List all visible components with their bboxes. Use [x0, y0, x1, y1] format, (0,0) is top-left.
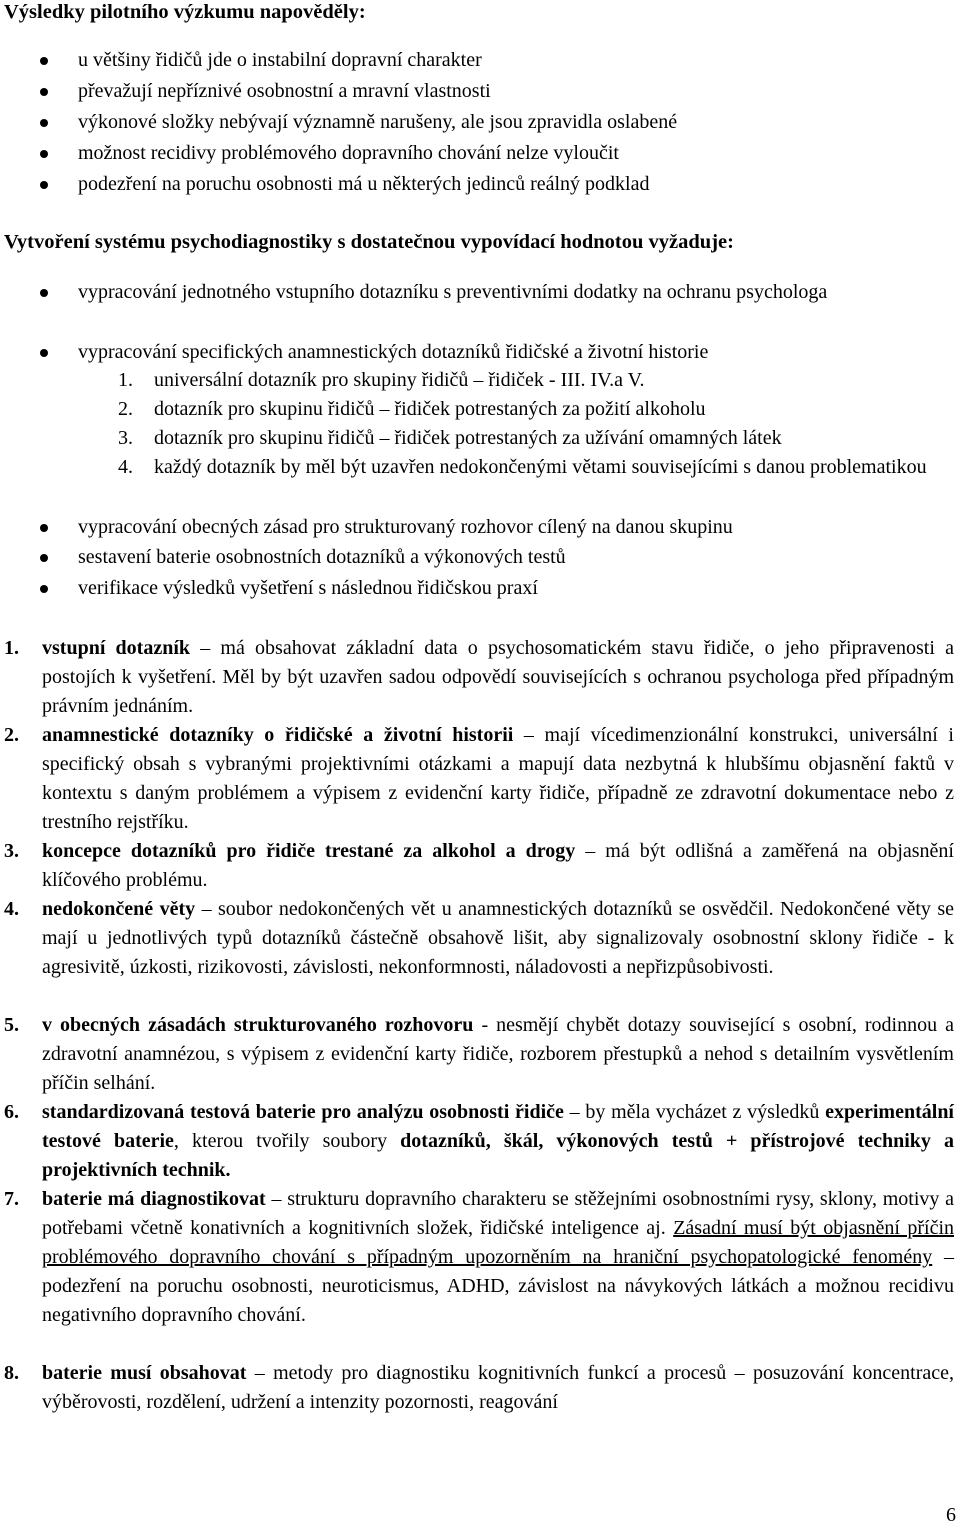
numbered-item: 8. baterie musí obsahovat – metody pro diagnostiku kognitivních funkcí a procesů – posuzování koncentrace, výběrovosti, rozdělení, udržení a intenzity pozornosti, reagování	[4, 1362, 954, 1413]
numbered-item: 7. baterie má diagnostikovat – strukturu dopravního charakteru se stěžejními osobnostními rysy, sklony, motivy a potřebami včetně konativních a kognitivních složek, řidičské inteligence aj. Zásadní musí být objasnění příčin problémového dopravního chování s případným upozorněním na hraniční psychopatologické fenomény – podezření na poruchu osobnosti, neuroticismus, ADHD, závislost na návykových látkách a možnou recidivu negativního dopravního chování.	[4, 1188, 955, 1326]
bullet-icon	[40, 554, 48, 562]
numbered-item: 2. anamnestické dotazníky o řidičské a životní historii – mají vícedimenzionální konstrukci, universální i specifický obsah s vybranými projektivními otázkami a mapují data nezbytná k hlubšímu objasnění faktů v kontextu s daným problémem a výpisem z evidenční karty řidiče, případně ze zdravotní dokumentace nebo z trestního rejstříku.	[4, 724, 954, 833]
term: v obecných zásadách strukturovaného rozhovoru	[42, 1014, 474, 1036]
heading-requirements: Vytvoření systému psychodiagnostiky s dostatečnou vypovídací hodnotou vyžaduje:	[4, 231, 734, 253]
bullet-icon	[40, 585, 48, 593]
sublist-item: 2. dotazník pro skupinu řidičů – řidiček potrestaných za požití alkoholu	[118, 398, 706, 420]
term: dotazníků, škál, výkonových testů + přístrojové techniky a projektivních technik.	[42, 1130, 955, 1181]
numbered-item: 6. standardizovaná testová baterie pro analýzu osobnosti řidiče – by měla vycházet z výsledků experimentální testové baterie, kterou tvořily soubory dotazníků, škál, výkonových testů + přístrojové techniky a projektivních technik.	[4, 1101, 955, 1181]
bullet-icon	[40, 150, 48, 158]
term: nedokončené věty	[42, 898, 196, 920]
term: standardizovaná testová baterie pro analýzu osobnosti řidiče	[42, 1101, 564, 1123]
finding-item: podezření na poruchu osobnosti má u některých jedinců reálný podklad	[40, 169, 954, 200]
numbered-item: 3. koncepce dotazníků pro řidiče trestané za alkohol a drogy – má být odlišná a zaměřená na objasnění klíčového problému.	[4, 840, 954, 891]
sublist-item: 1. universální dotazník pro skupiny řidičů – řidiček - III. IV.a V.	[118, 369, 645, 391]
term: baterie musí obsahovat	[42, 1362, 247, 1384]
sublist-item: 3. dotazník pro skupinu řidičů – řidiček potrestaných za užívání omamných látek	[118, 427, 782, 449]
sublist-item: 4. každý dotazník by měl být uzavřen nedokončenými větami souvisejícími s danou problematikou	[118, 456, 927, 478]
bullet-icon	[40, 349, 48, 357]
term: koncepce dotazníků pro řidiče trestané za alkohol a drogy	[42, 840, 576, 862]
requirement-item: vypracování jednotného vstupního dotazníku s preventivními dodatky na ochranu psychologa	[40, 278, 954, 307]
numbered-item: 1. vstupní dotazník – má obsahovat základní data o psychosomatickém stavu řidiče, o jeho připravenosti a postojích k vyšetření. Měl by být uzavřen sadou odpovědí souvisejících s ochranou psychologa před případným právním jednáním.	[4, 637, 954, 717]
term: experimentální testové baterie	[42, 1101, 954, 1152]
term: baterie má diagnostikovat	[42, 1188, 266, 1210]
heading-pilot-results: Výsledky pilotního výzkumu napověděly:	[4, 1, 366, 23]
bullet-icon	[40, 88, 48, 96]
term: vstupní dotazník	[42, 637, 191, 659]
bullet-icon	[40, 289, 48, 297]
bullet-icon	[40, 524, 48, 532]
page-number: 6	[946, 1504, 956, 1526]
numbered-item: 4. nedokončené věty – soubor nedokončených vět u anamnestických dotazníků se osvědčil. Nedokončené věty se mají u jednotlivých typů dotazníků částečně obsahově lišit, aby signalizovaly osobnostní sklony řidiče - k agresivitě, úzkosti, rizikovosti, závislosti, nekonformnosti, náladovosti a nepřizpůsobivosti.	[4, 898, 954, 978]
bullet-icon	[40, 181, 48, 189]
finding-item: u většiny řidičů jde o instabilní dopravní charakter	[40, 45, 954, 76]
requirement-item: vypracování specifických anamnestických dotazníků řidičské a životní historie	[40, 338, 954, 367]
bullet-icon	[40, 57, 48, 65]
term: anamnestické dotazníky o řidičské a životní historii	[42, 724, 514, 746]
requirement-item: verifikace výsledků vyšetření s následnou řidičskou praxí	[40, 574, 954, 603]
finding-item: možnost recidivy problémového dopravního chování nelze vyloučit	[40, 138, 954, 169]
numbered-item: 5. v obecných zásadách strukturovaného rozhovoru - nesmějí chybět dotazy související s osobní, rodinnou a zdravotní anamnézou, s výpisem z evidenční karty řidiče, rozborem přestupků a nehod s detailním vysvětlením příčin selhání.	[4, 1014, 954, 1094]
requirement-item: sestavení baterie osobnostních dotazníků a výkonových testů	[40, 543, 954, 572]
underlined-statement: Zásadní musí být objasnění příčin problémového dopravního chování s případným upozorněním na hraniční psychopatologické fenomény	[42, 1217, 954, 1268]
finding-item: výkonové složky nebývají významně narušeny, ale jsou zpravidla oslabené	[40, 107, 954, 138]
requirement-item: vypracování obecných zásad pro strukturovaný rozhovor cílený na danou skupinu	[40, 513, 954, 542]
bullet-icon	[40, 119, 48, 127]
finding-item: převažují nepříznivé osobnostní a mravní vlastnosti	[40, 76, 954, 107]
